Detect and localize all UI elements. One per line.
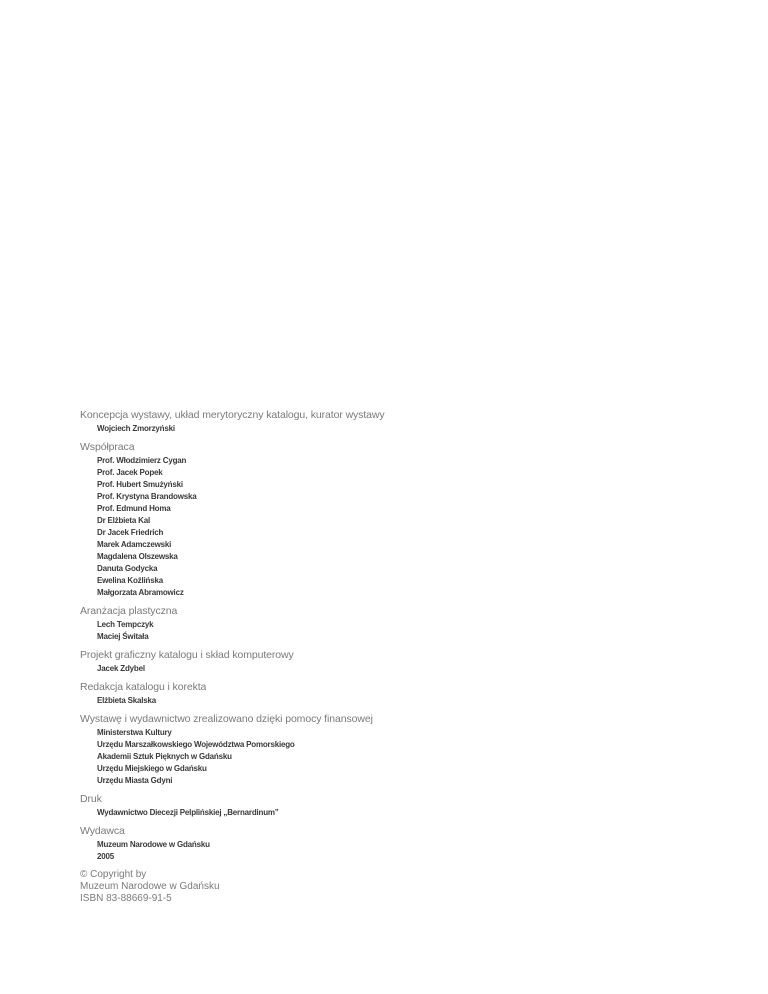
publication-year: 2005	[97, 852, 114, 861]
credit-section-publisher	[80, 825, 680, 863]
copyright-notice: © Copyright by	[80, 869, 147, 880]
credit-name: Prof. Włodzimierz Cygan	[97, 456, 187, 465]
name-list	[80, 619, 680, 643]
credit-name: Danuta Godycka	[97, 564, 158, 573]
credit-name: Maciej Świtała	[97, 632, 149, 641]
credit-name: Urzędu Miasta Gdyni	[97, 776, 173, 785]
name-list	[80, 807, 680, 819]
credit-section-print	[80, 793, 680, 819]
section-heading: Redakcja katalogu i korekta	[80, 681, 207, 693]
credit-name: Ministerstwa Kultury	[97, 728, 172, 737]
credit-name: Lech Tempczyk	[97, 620, 154, 629]
name-list	[80, 423, 680, 435]
credit-name: Prof. Jacek Popek	[97, 468, 163, 477]
credit-section-collaboration	[80, 441, 680, 599]
credit-name: Dr Jacek Friedrich	[97, 528, 164, 537]
credit-section-concept	[80, 409, 680, 435]
copyright-holder: Muzeum Narodowe w Gdańsku	[80, 881, 220, 892]
credit-name: Urzędu Marszałkowskiego Województwa Pomorskiego	[97, 740, 295, 749]
credit-name: Ewelina Koźlińska	[97, 576, 163, 585]
credit-name: Wydawnictwo Diecezji Pelplińskiej „Bernardinum”	[97, 808, 279, 817]
credit-name: Prof. Edmund Homa	[97, 504, 171, 513]
section-heading: Wydawca	[80, 825, 125, 837]
credit-section-funding	[80, 713, 680, 787]
credit-name: Magdalena Olszewska	[97, 552, 178, 561]
name-list	[80, 839, 680, 863]
credit-section-arrangement	[80, 605, 680, 643]
credit-name: Jacek Zdybel	[97, 664, 145, 673]
colophon	[80, 409, 680, 905]
section-heading: Koncepcja wystawy, układ merytoryczny katalogu, kurator wystawy	[80, 409, 385, 421]
name-list	[80, 727, 680, 787]
section-heading: Projekt graficzny katalogu i skład komputerowy	[80, 649, 294, 661]
credit-name: Dr Elżbieta Kal	[97, 516, 151, 525]
credit-section-graphic-design	[80, 649, 680, 675]
isbn: ISBN 83-88669-91-5	[80, 893, 172, 904]
name-list	[80, 663, 680, 675]
copyright-block	[80, 869, 680, 905]
credit-name: Elżbieta Skalska	[97, 696, 157, 705]
section-heading: Wystawę i wydawnictwo zrealizowano dzięki pomocy finansowej	[80, 713, 373, 725]
credit-name: Muzeum Narodowe w Gdańsku	[97, 840, 210, 849]
section-heading: Współpraca	[80, 441, 135, 453]
section-heading: Aranżacja plastyczna	[80, 605, 178, 617]
credit-name: Małgorzata Abramowicz	[97, 588, 184, 597]
credit-section-editing	[80, 681, 680, 707]
credit-name: Wojciech Zmorzyński	[97, 424, 175, 433]
name-list	[80, 455, 680, 599]
credit-name: Akademii Sztuk Pięknych w Gdańsku	[97, 752, 232, 761]
credit-name: Urzędu Miejskiego w Gdańsku	[97, 764, 207, 773]
credit-name: Prof. Hubert Smużyński	[97, 480, 183, 489]
credit-name: Prof. Krystyna Brandowska	[97, 492, 197, 501]
name-list	[80, 695, 680, 707]
section-heading: Druk	[80, 793, 102, 805]
credit-name: Marek Adamczewski	[97, 540, 172, 549]
